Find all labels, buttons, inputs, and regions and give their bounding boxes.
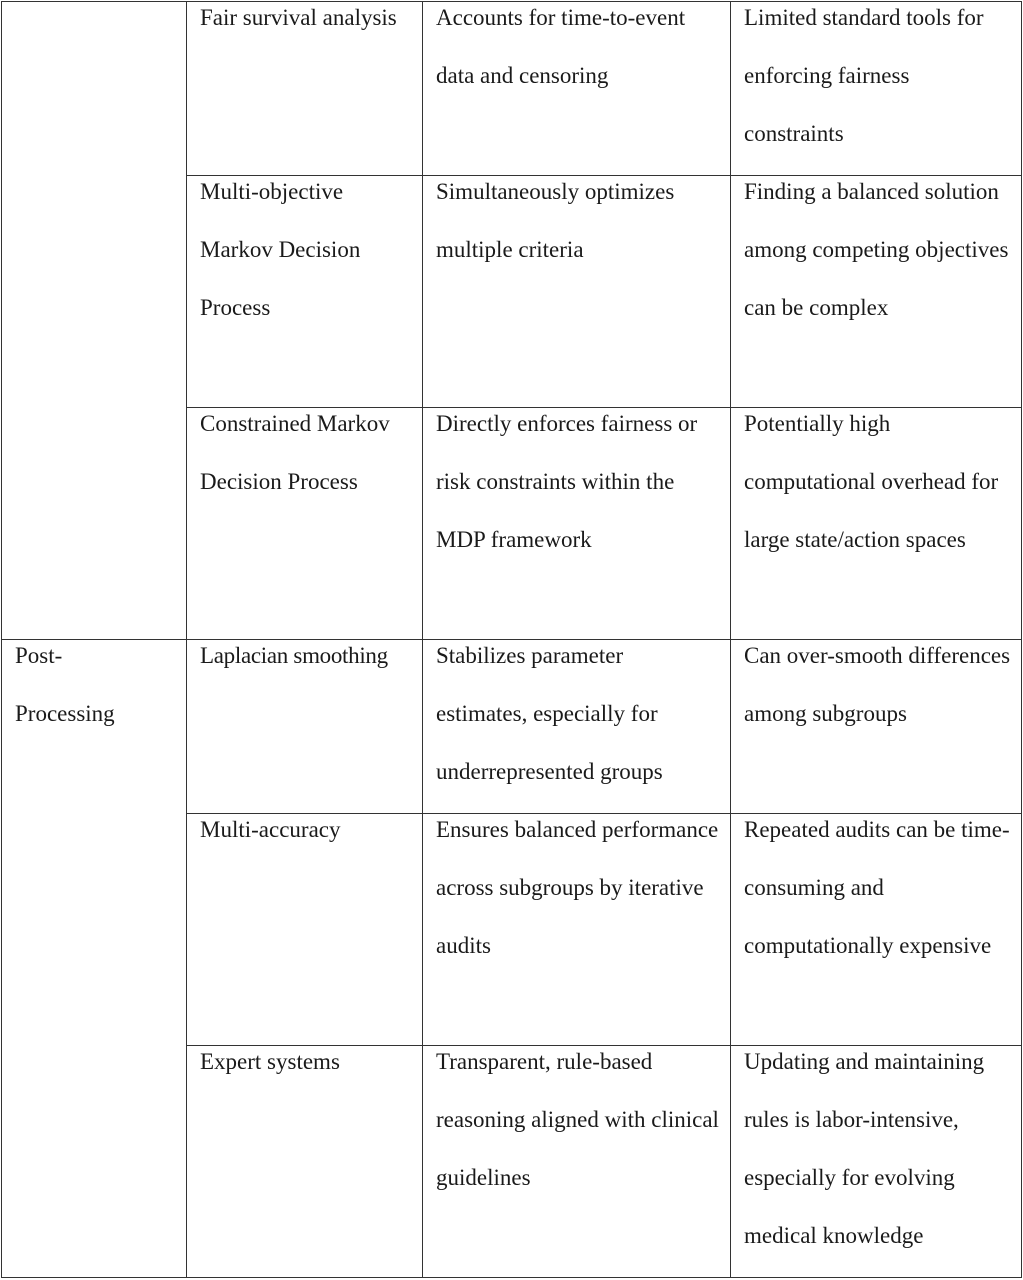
- strength-text: Transparent, rule-based reasoning aligned with clinical guidelines: [436, 1049, 719, 1190]
- method-cell: [187, 2, 423, 176]
- limitation-cell: [731, 408, 1022, 640]
- method-cell: [187, 408, 423, 640]
- strength-cell: [423, 176, 731, 408]
- strength-text: Stabilizes parameter estimates, especially for underrepresented groups: [436, 643, 663, 784]
- limitation-cell: [731, 2, 1022, 176]
- strength-cell: [423, 1046, 731, 1278]
- limitation-text: Finding a balanced solution among competing objectives can be complex: [744, 179, 1009, 320]
- methods-table: [1, 1, 1022, 1278]
- table-row: [2, 2, 1022, 176]
- method-label: Constrained Markov Decision Process: [200, 411, 390, 494]
- category-label: Post-Processing: [15, 643, 115, 726]
- strength-text: Accounts for time-to-event data and censoring: [436, 5, 686, 88]
- method-label: Fair survival analysis: [200, 5, 397, 30]
- method-cell: [187, 176, 423, 408]
- method-label: Multi-objective Markov Decision Process: [200, 179, 361, 320]
- strength-cell: [423, 408, 731, 640]
- method-cell: [187, 1046, 423, 1278]
- strength-cell: [423, 2, 731, 176]
- limitation-cell: [731, 814, 1022, 1046]
- limitation-cell: [731, 640, 1022, 814]
- method-label: Multi-accuracy: [200, 817, 341, 842]
- limitation-cell: [731, 1046, 1022, 1278]
- strength-text: Ensures balanced performance across subgroups by iterative audits: [436, 817, 719, 958]
- limitation-text: Limited standard tools for enforcing fairness constraints: [744, 5, 984, 146]
- limitation-text: Can over-smooth differences among subgroups: [744, 643, 1011, 726]
- strength-text: Directly enforces fairness or risk constraints within the MDP framework: [436, 411, 698, 552]
- table-row: [2, 640, 1022, 814]
- limitation-text: Potentially high computational overhead for large state/action spaces: [744, 411, 999, 552]
- limitation-text: Repeated audits can be time-consuming and computationally expensive: [744, 817, 1010, 958]
- strength-text: Simultaneously optimizes multiple criteria: [436, 179, 675, 262]
- method-cell: [187, 814, 423, 1046]
- limitation-cell: [731, 176, 1022, 408]
- category-cell: [2, 2, 187, 640]
- method-label: Expert systems: [200, 1049, 340, 1074]
- strength-cell: [423, 640, 731, 814]
- strength-cell: [423, 814, 731, 1046]
- method-cell: [187, 640, 423, 814]
- method-label: Laplacian smoothing: [200, 643, 388, 668]
- category-cell: [2, 640, 187, 1278]
- limitation-text: Updating and maintaining rules is labor-intensive, especially for evolving medical knowledge: [744, 1049, 985, 1248]
